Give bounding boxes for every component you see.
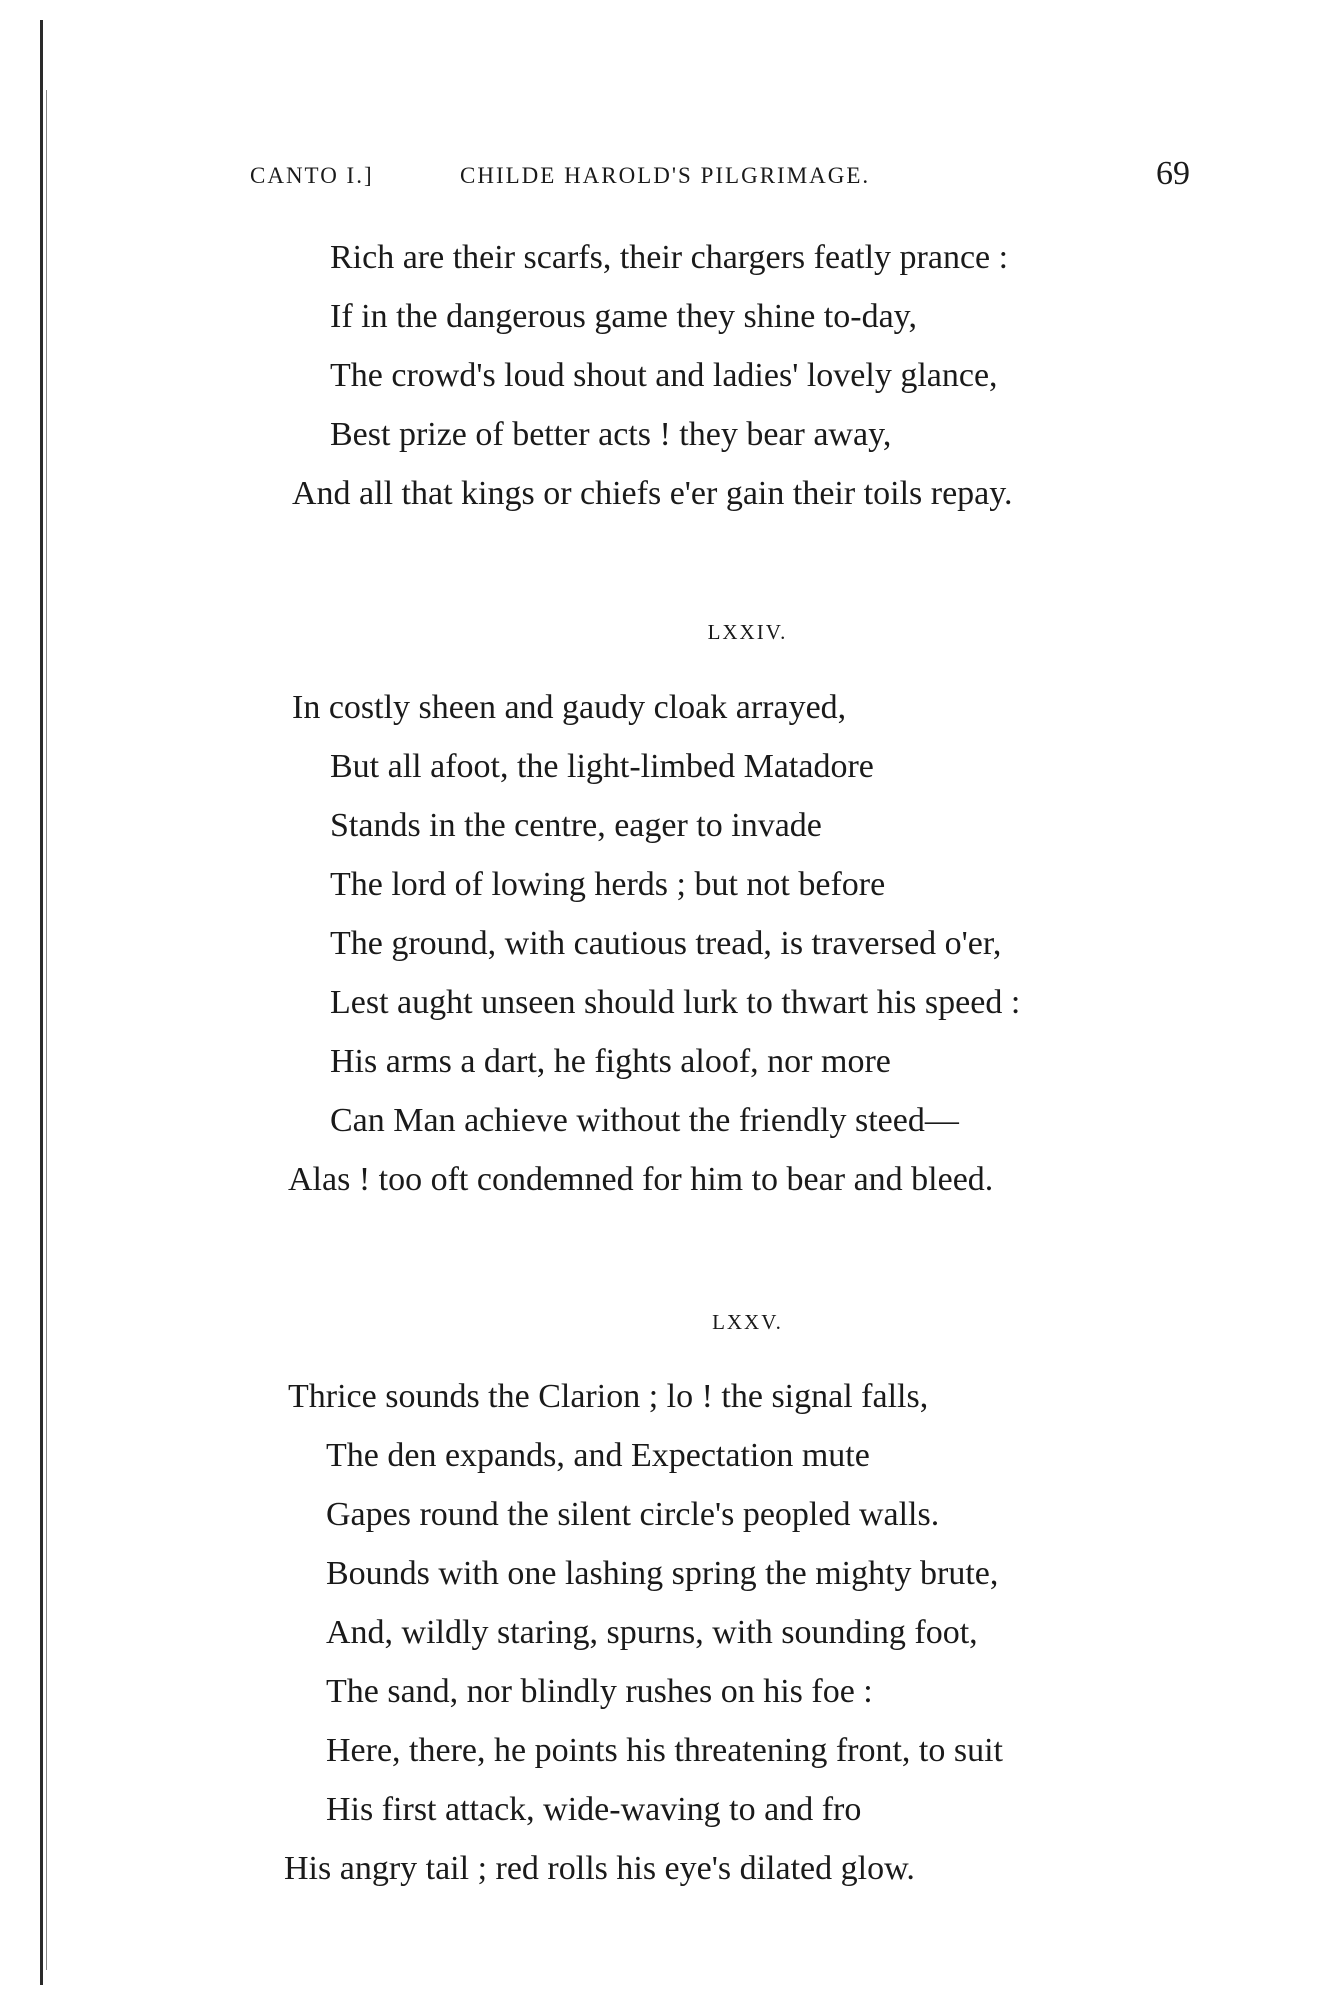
verse-line: The den expands, and Expectation mute <box>326 1437 870 1474</box>
verse-line: The sand, nor blindly rushes on his foe : <box>326 1673 873 1710</box>
running-head <box>250 155 1190 195</box>
page-binding-shadow <box>46 90 47 1970</box>
verse-line: Stands in the centre, eager to invade <box>330 807 822 844</box>
verse-line: Alas ! too oft condemned for him to bear and bleed. <box>288 1161 994 1198</box>
verse-line: Bounds with one lashing spring the mighty brute, <box>326 1555 999 1592</box>
verse-line: His first attack, wide-waving to and fro <box>326 1791 862 1828</box>
running-head-title: CHILDE HAROLD'S PILGRIMAGE. <box>460 163 871 188</box>
stanza-number-lxxiv <box>0 620 1335 645</box>
verse-line: In costly sheen and gaudy cloak arrayed, <box>292 689 847 726</box>
page-number: 69 <box>1156 155 1190 192</box>
stanza-number-lxxiv-label: LXXIV. <box>707 620 788 644</box>
verse-line: And, wildly staring, spurns, with sounding foot, <box>326 1614 978 1651</box>
verse-line: Thrice sounds the Clarion ; lo ! the signal falls, <box>288 1378 929 1415</box>
verse-line: The crowd's loud shout and ladies' lovely glance, <box>330 357 998 394</box>
verse-line: Best prize of better acts ! they bear away, <box>330 416 892 453</box>
verse-line: Gapes round the silent circle's peopled walls. <box>326 1496 940 1533</box>
verse-line: If in the dangerous game they shine to-day, <box>330 298 917 335</box>
running-head-canto: CANTO I.] <box>250 163 374 188</box>
verse-line: His arms a dart, he fights aloof, nor more <box>330 1043 891 1080</box>
verse-line: Can Man achieve without the friendly steed— <box>330 1102 959 1139</box>
verse-line: But all afoot, the light-limbed Matadore <box>330 748 874 785</box>
page-binding-edge <box>40 20 43 1985</box>
verse-line: Lest aught unseen should lurk to thwart his speed : <box>330 984 1021 1021</box>
stanza-number-lxxv-label: LXXV. <box>712 1310 783 1334</box>
stanza-number-lxxv <box>0 1310 1335 1335</box>
verse-line: The ground, with cautious tread, is traversed o'er, <box>330 925 1002 962</box>
verse-line: His angry tail ; red rolls his eye's dilated glow. <box>284 1850 915 1887</box>
verse-line: And all that kings or chiefs e'er gain their toils repay. <box>292 475 1013 512</box>
verse-line: Rich are their scarfs, their chargers featly prance : <box>330 239 1009 276</box>
verse-line: The lord of lowing herds ; but not before <box>330 866 886 903</box>
verse-line: Here, there, he points his threatening front, to suit <box>326 1732 1003 1769</box>
